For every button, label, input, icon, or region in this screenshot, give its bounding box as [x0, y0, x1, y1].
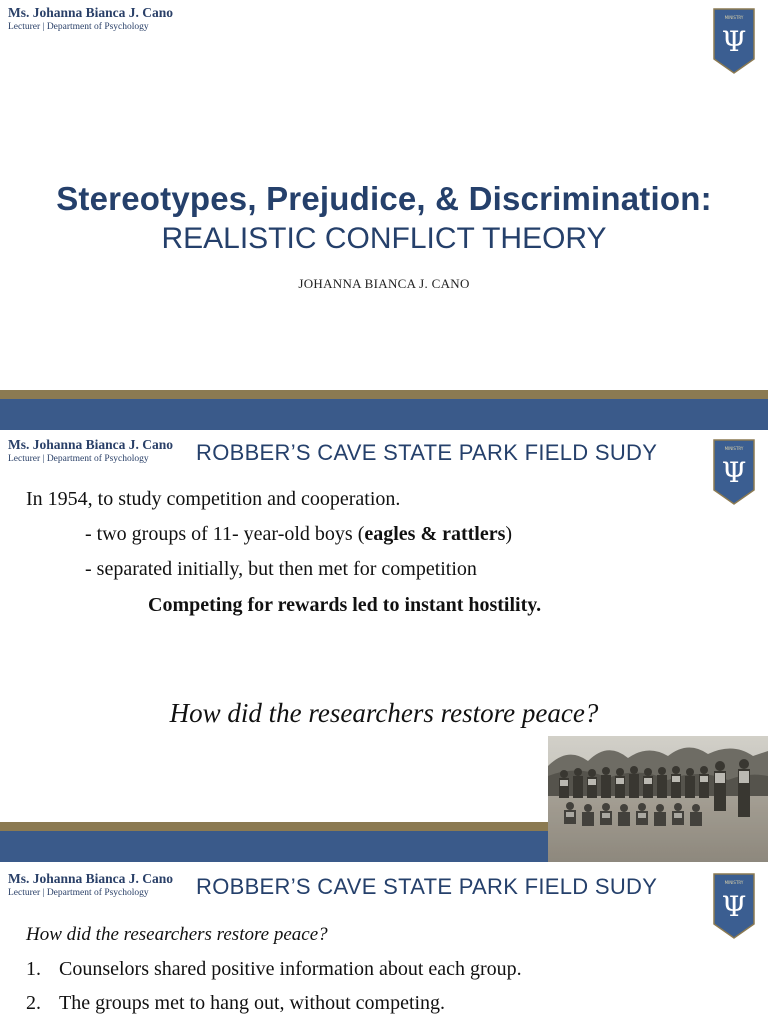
- slide-title: ROBBER’S CAVE STATE PARK FIELD SUDY: [196, 440, 658, 465]
- campers-group-photo: [548, 736, 768, 862]
- intro-text: In 1954, to study competition and cooperation.: [26, 488, 401, 510]
- question-text: How did the researchers restore peace?: [169, 698, 599, 728]
- robbers-cave-slide-2: [0, 862, 768, 1024]
- slide-title: ROBBER’S CAVE STATE PARK FIELD SUDY: [196, 874, 658, 899]
- slide-subtitle: REALISTIC CONFLICT THEORY: [161, 222, 607, 255]
- footer-band-blue: [0, 399, 768, 430]
- list-item: [26, 958, 522, 981]
- list-item-text: Counselors shared positive information about each group.: [59, 958, 522, 980]
- svg-text:MINISTRY: MINISTRY: [724, 880, 744, 885]
- svg-text:MINISTRY: MINISTRY: [724, 15, 744, 20]
- bullet-groups-bold: eagles & rattlers: [364, 523, 506, 545]
- svg-text:MINISTRY: MINISTRY: [724, 446, 744, 451]
- author-name: JOHANNA BIANCA J. CANO: [298, 276, 470, 291]
- presenter-subtitle: Lecturer | Department of Psychology: [8, 888, 149, 898]
- presenter-name: Ms. Johanna Bianca J. Cano: [8, 5, 174, 20]
- list-item-number: 1.: [26, 958, 41, 980]
- psi-shield-icon: [712, 872, 756, 945]
- presenter-subtitle: Lecturer | Department of Psychology: [8, 22, 149, 32]
- psi-shield-icon: [712, 438, 756, 511]
- title-slide: [0, 0, 768, 430]
- presenter-name: Ms. Johanna Bianca J. Cano: [8, 437, 174, 452]
- robbers-cave-slide-1: [0, 430, 768, 862]
- list-item-text: The groups met to hang out, without competing.: [59, 992, 446, 1014]
- presenter-subtitle: Lecturer | Department of Psychology: [8, 454, 149, 464]
- question-text: How did the researchers restore peace?: [26, 924, 328, 945]
- emphasis-text: Competing for rewards led to instant hostility.: [148, 594, 542, 616]
- presenter-name: Ms. Johanna Bianca J. Cano: [8, 871, 174, 886]
- bullet-groups: [85, 523, 512, 546]
- psi-glyph: Ψ: [721, 456, 747, 489]
- bullet-groups-pre: - two groups of 11- year-old boys (: [85, 523, 365, 545]
- footer-band-gold: [0, 390, 768, 399]
- psi-shield-icon: [712, 7, 756, 80]
- bullet-groups-post: ): [505, 523, 513, 545]
- list-item-number: 2.: [26, 992, 41, 1014]
- slide-title: Stereotypes, Prejudice, & Discrimination:: [56, 180, 712, 217]
- list-item: [26, 992, 445, 1015]
- bullet-separated: - separated initially, but then met for competition: [85, 558, 477, 580]
- psi-glyph: Ψ: [721, 890, 747, 923]
- psi-glyph: Ψ: [721, 25, 747, 58]
